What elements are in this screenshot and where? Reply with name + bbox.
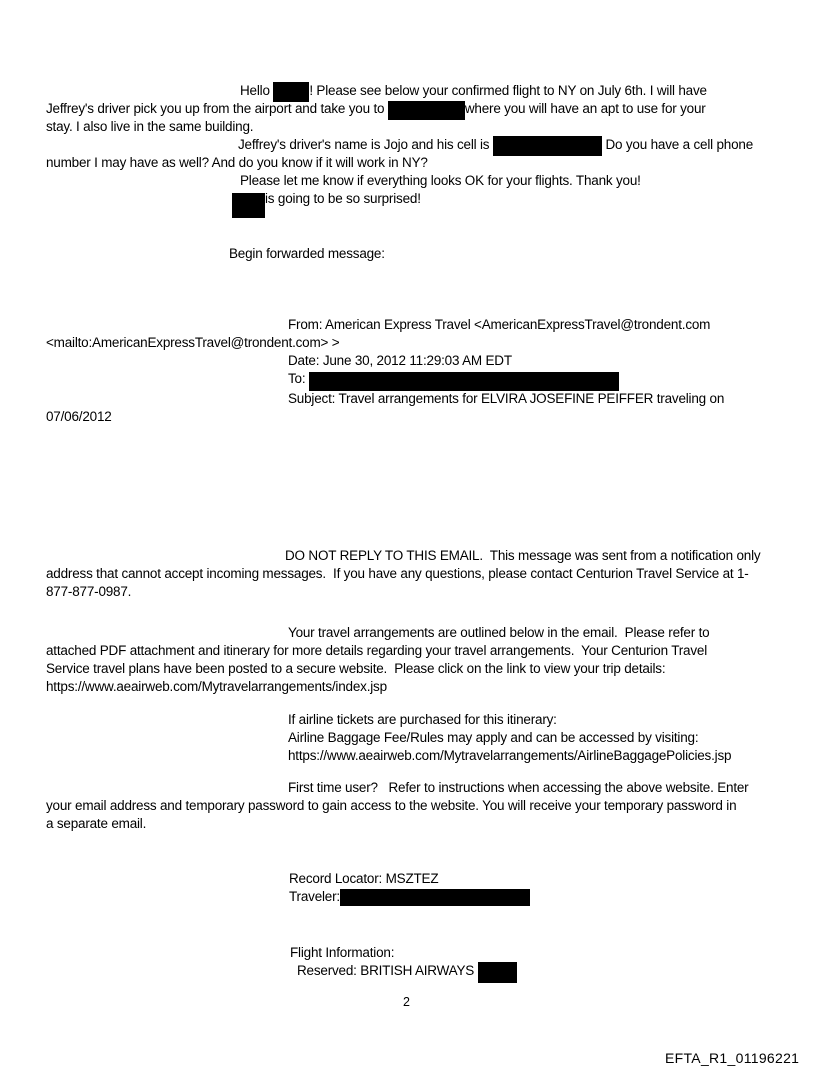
- text-run: 2: [403, 995, 410, 1009]
- text-run: DO NOT REPLY TO THIS EMAIL. This message was sent from a notification only: [285, 548, 761, 563]
- text-run: EFTA_R1_01196221: [665, 1050, 800, 1066]
- redaction-box: [273, 82, 309, 102]
- redaction-box: [493, 136, 602, 156]
- text-run: Traveler:: [289, 889, 340, 904]
- subject-wrap-line: [46, 408, 112, 426]
- arrangements-line-3: [46, 660, 665, 678]
- redaction-box: [309, 372, 619, 391]
- arrangements-link-line: [46, 678, 387, 696]
- text-run: is going to be so surprised!: [265, 191, 421, 206]
- text-run: Please let me know if everything looks OK for your flights. Thank you!: [240, 173, 641, 188]
- arrangements-line-1: [288, 624, 709, 642]
- text-run: Begin forwarded message:: [229, 246, 385, 261]
- do-not-reply-line-1: [285, 547, 760, 565]
- intro-line-1: [240, 82, 707, 102]
- record-locator-line: [289, 870, 438, 888]
- text-run: https://www.aeairweb.com/Mytravelarrangements/AirlineBaggagePolicies.jsp: [288, 748, 732, 763]
- text-run: your email address and temporary password to gain access to the website. You will receive your temporary password in: [46, 798, 737, 813]
- text-run: Record Locator: MSZTEZ: [289, 871, 439, 886]
- redaction-box: [388, 101, 465, 120]
- text-run: To:: [288, 371, 309, 386]
- text-run: address that cannot accept incoming messages. If you have any questions, please contact Centurion Travel Service at 1-: [46, 566, 749, 581]
- text-run: 877-877-0987.: [46, 584, 132, 599]
- redaction-box: [340, 889, 530, 906]
- text-run: If airline tickets are purchased for this itinerary:: [288, 712, 557, 727]
- text-run: number I may have as well? And do you know if it will work in NY?: [46, 155, 428, 170]
- redaction-box: [478, 962, 517, 983]
- text-run: ! Please see below your confirmed flight to NY on July 6th. I will have: [309, 83, 707, 98]
- date-line: [288, 352, 512, 370]
- text-run: Your travel arrangements are outlined below in the email. Please refer to: [288, 625, 710, 640]
- surprise-line: [232, 190, 421, 218]
- text-run: Airline Baggage Fee/Rules may apply and can be accessed by visiting:: [288, 730, 699, 745]
- text-run: <mailto:AmericanExpressTravel@trondent.com> >: [46, 335, 340, 350]
- to-line: [288, 370, 619, 391]
- reserved-line: [297, 962, 517, 983]
- text-run: Jeffrey's driver's name is Jojo and his cell is: [238, 137, 493, 152]
- do-not-reply-line-3: [46, 583, 131, 601]
- text-run: From: American Express Travel <AmericanExpressTravel@trondent.com: [288, 317, 711, 332]
- text-run: where you will have an apt to use for your: [464, 101, 706, 116]
- text-run: attached PDF attachment and itinerary for more details regarding your travel arrangements. Your Centurion Travel: [46, 643, 708, 658]
- flight-info-line: [290, 944, 394, 962]
- bates-number: [665, 1049, 799, 1067]
- text-run: Jeffrey's driver pick you up from the airport and take you to: [46, 101, 388, 116]
- text-run: Hello: [240, 83, 274, 98]
- do-not-reply-line-2: [46, 565, 749, 583]
- first-time-user-line-2: [46, 797, 736, 815]
- text-run: First time user? Refer to instructions when accessing the above website. Enter: [288, 780, 749, 795]
- baggage-line-2: [288, 729, 698, 747]
- first-time-user-line-1: [288, 779, 748, 797]
- text-run: a separate email.: [46, 816, 147, 831]
- baggage-line-1: [288, 711, 557, 729]
- subject-line: [288, 390, 724, 408]
- driver-line-1: [238, 136, 753, 156]
- first-time-user-line-3: [46, 815, 146, 833]
- text-run: Date: June 30, 2012 11:29:03 AM EDT: [288, 353, 512, 368]
- traveler-line: [289, 888, 530, 906]
- text-run: 07/06/2012: [46, 409, 112, 424]
- page-number: [403, 993, 410, 1011]
- intro-line-2: [46, 100, 706, 120]
- text-run: stay. I also live in the same building.: [46, 119, 254, 134]
- text-run: Do you have a cell phone: [601, 137, 754, 152]
- text-run: https://www.aeairweb.com/Mytravelarrangements/index.jsp: [46, 679, 387, 694]
- text-run: Subject: Travel arrangements for ELVIRA JOSEFINE PEIFFER traveling on: [288, 391, 725, 406]
- from-line: [288, 316, 710, 334]
- text-run: Service travel plans have been posted to a secure website. Please click on the link to view your trip details:: [46, 661, 666, 676]
- baggage-link-line: [288, 747, 731, 765]
- begin-forwarded-line: [229, 245, 385, 263]
- redaction-box: [232, 193, 265, 218]
- driver-line-2: [46, 154, 428, 172]
- intro-line-3: [46, 118, 253, 136]
- text-run: Flight Information:: [290, 945, 395, 960]
- flights-ok-line: [240, 172, 641, 190]
- mailto-line: [46, 334, 339, 352]
- text-run: Reserved: BRITISH AIRWAYS: [297, 963, 478, 978]
- arrangements-line-2: [46, 642, 707, 660]
